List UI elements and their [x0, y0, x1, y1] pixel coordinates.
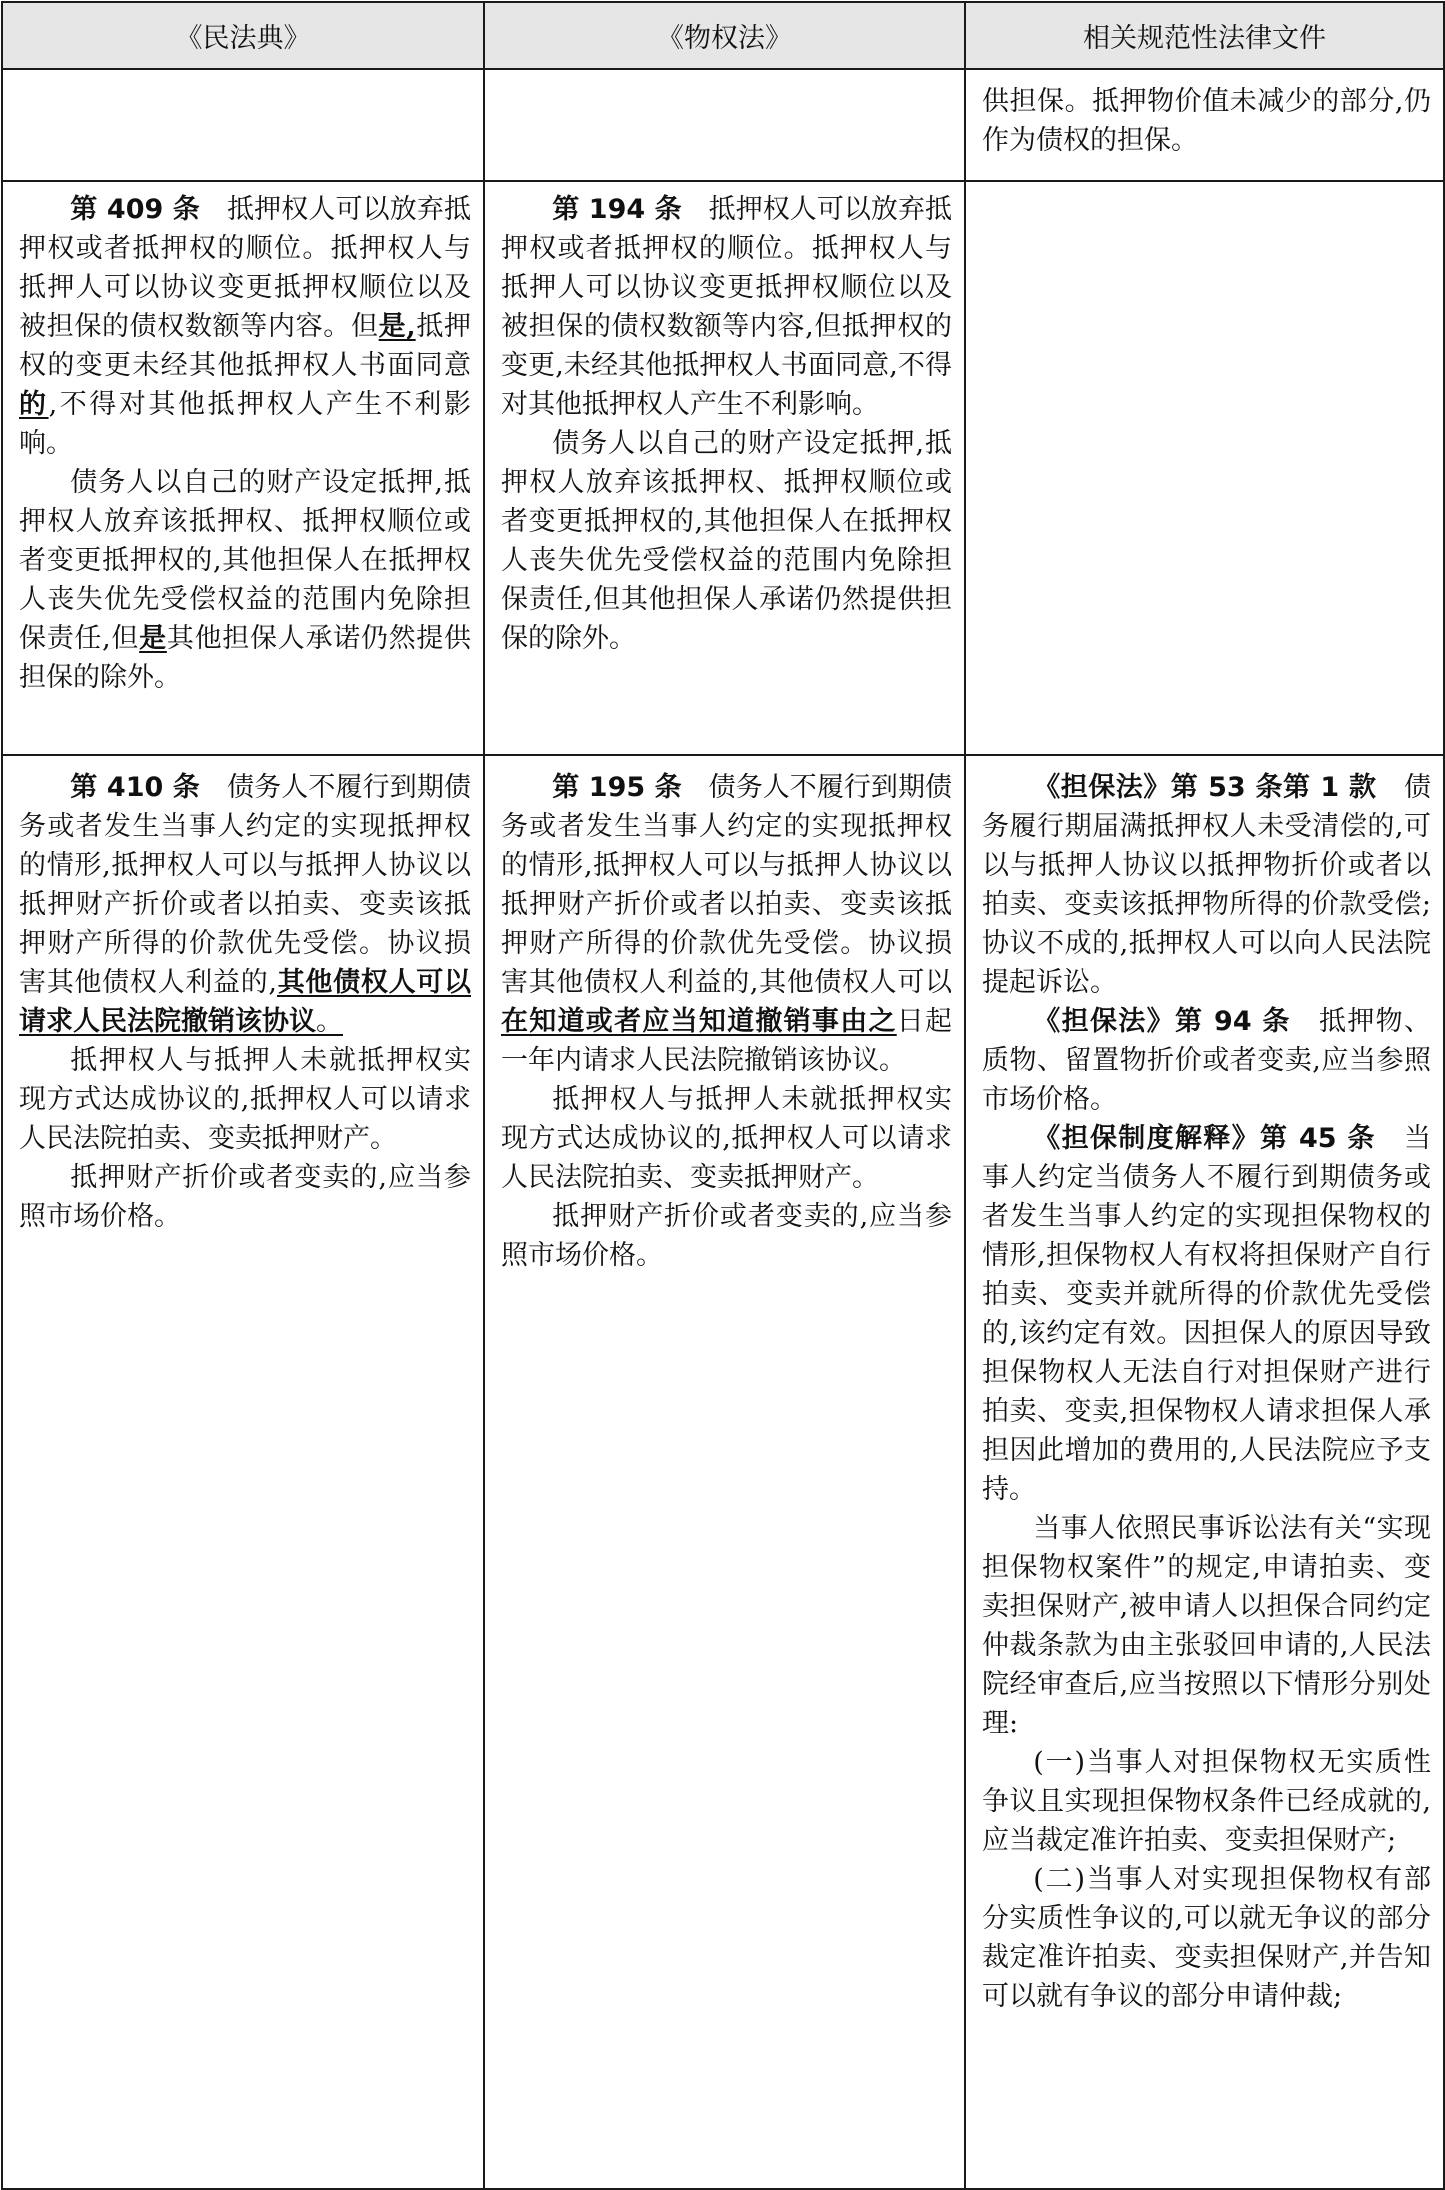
amended-text: 是, [378, 311, 416, 342]
header-related-documents: 相关规范性法律文件 [965, 2, 1444, 69]
amended-text: 是 [139, 623, 167, 654]
amended-text: 其他债权人可以请求人民法院撤销该协议 [19, 967, 471, 1037]
interpretation-45-para-2: 当事人依照民事诉讼法有关“实现担保物权案件”的规定,申请拍卖、变卖担保财产,被申请人以担保合同约定仲裁条款为由主张驳回申请的,人民法院经审查后,应当按照以下情形分别处理: [982, 1513, 1431, 1739]
text-run: ,不得对其他抵押权人产生不利影响。 [19, 389, 471, 459]
row1-related-cell [965, 69, 1444, 181]
interpretation-45-para-1 [982, 1119, 1431, 1509]
text-run: 抵押权的变更未经其他抵押权人书面同意 [19, 311, 471, 381]
interpretation-45-ref: 《担保制度解释》第 45 条 [1033, 1123, 1376, 1154]
text-run: 抵押物、质物、留置物折价或者变卖,应当参照市场价格。 [982, 1006, 1432, 1115]
header-row [2, 2, 1444, 69]
article-195-para-2: 抵押权人与抵押人未就抵押权实现方式达成协议的,抵押权人可以请求人民法院拍卖、变卖抵押财产。 [501, 1084, 952, 1193]
article-409-para-1 [19, 190, 471, 463]
article-409-label: 第 409 条 [70, 194, 200, 225]
article-195-para-1 [501, 768, 952, 1080]
article-195-para-3: 抵押财产折价或者变卖的,应当参照市场价格。 [501, 1201, 952, 1271]
text-run: 债务人不履行到期债务或者发生当事人约定的实现抵押权的情形,抵押权人可以与抵押人协议以抵押财产折价或者以拍卖、变卖该抵押财产所得的价款优先受偿。协议损害其他债权人利益的, [19, 772, 472, 998]
comparison-table [1, 1, 1445, 2190]
guarantee-law-94-para [982, 1002, 1431, 1119]
guarantee-law-53-para [982, 768, 1431, 1002]
header-civil-code: 《民法典》 [2, 2, 484, 69]
text-run: 抵押权人可以放弃抵押权或者抵押权的顺位。抵押权人与抵押人可以协议变更抵押权顺位以及被担保的债权数额等内容,但抵押权的变更,未经其他抵押权人书面同意,不得对其他抵押权人产生不利影响。 [501, 194, 952, 420]
row3-civil-code-cell [2, 755, 484, 2189]
text-run: 债务履行期届满抵押权人未受清偿的,可以与抵押人协议以抵押物折价或者以拍卖、变卖该抵押物所得的价款受偿;协议不成的,抵押权人可以向人民法院提起诉讼。 [982, 772, 1431, 998]
header-property-law: 《物权法》 [484, 2, 965, 69]
row1-property-law-cell [484, 69, 965, 181]
row2-civil-code-cell [2, 181, 484, 755]
article-195-label: 第 195 条 [552, 772, 682, 803]
table-row [2, 181, 1444, 755]
article-410-para-2: 抵押权人与抵押人未就抵押权实现方式达成协议的,抵押权人可以请求人民法院拍卖、变卖抵押财产。 [19, 1045, 471, 1154]
text-run: 日起一年内请求人民法院撤销该协议。 [501, 1006, 953, 1076]
article-194-label: 第 194 条 [552, 194, 682, 225]
row3-property-law-cell [484, 755, 965, 2189]
interpretation-45-item-2: (二)当事人对实现担保物权有部分实质性争议的,可以就无争议的部分裁定准许拍卖、变卖担保财产,并告知可以就有争议的部分申请仲裁; [982, 1864, 1431, 2012]
guarantee-continuation: 供担保。抵押物价值未减少的部分,仍作为债权的担保。 [982, 86, 1431, 156]
text-run: 其他担保人承诺仍然提供担保的除外。 [19, 623, 472, 693]
guarantee-law-53-ref: 《担保法》第 53 条第 1 款 [1033, 772, 1377, 803]
guarantee-law-94-ref: 《担保法》第 94 条 [1033, 1006, 1291, 1037]
article-410-para-1 [19, 768, 471, 1041]
article-410-label: 第 410 条 [70, 772, 200, 803]
article-194-para-2: 债务人以自己的财产设定抵押,抵押权人放弃该抵押权、抵押权顺位或者变更抵押权的,其他担保人在抵押权人丧失优先受偿权益的范围内免除担保责任,但其他担保人承诺仍然提供担保的除外。 [501, 428, 952, 654]
row2-related-cell [965, 181, 1444, 755]
row3-related-cell [965, 755, 1444, 2189]
amended-text: 的 [19, 389, 49, 420]
text-run: 债务人以自己的财产设定抵押,抵押权人放弃该抵押权、抵押权顺位或者变更抵押权的,其他担保人在抵押权人丧失优先受偿权益的范围内免除担保责任,但 [19, 467, 471, 654]
row1-civil-code-cell [2, 69, 484, 181]
table-row [2, 69, 1444, 181]
row2-property-law-cell [484, 181, 965, 755]
article-410-para-3: 抵押财产折价或者变卖的,应当参照市场价格。 [19, 1162, 471, 1232]
article-409-para-2 [19, 463, 471, 697]
interpretation-45-item-1: (一)当事人对担保物权无实质性争议且实现担保物权条件已经成就的,应当裁定准许拍卖、变卖担保财产; [982, 1747, 1431, 1856]
article-194-para-1 [501, 190, 952, 424]
text-run: 债务人不履行到期债务或者发生当事人约定的实现抵押权的情形,抵押权人可以与抵押人协议以抵押财产折价或者以拍卖、变卖该抵押财产所得的价款优先受偿。协议损害其他债权人利益的,其他债权人可以 [501, 772, 952, 998]
text-run: 当事人约定当债务人不履行到期债务或者发生当事人约定的实现担保物权的情形,担保物权人有权将担保财产自行拍卖、变卖并就所得的价款优先受偿的,该约定有效。因担保人的原因导致担保物权人无法自行对担保财产进行拍卖、变卖,担保物权人请求担保人承担因此增加的费用的,人民法院应予支持。 [982, 1123, 1432, 1505]
table-row [2, 755, 1444, 2189]
text-run: 。 [316, 1006, 343, 1037]
amended-text: 在知道或者应当知道撤销事由之 [501, 1006, 897, 1037]
text-run: 抵押权人可以放弃抵押权或者抵押权的顺位。抵押权人与抵押人可以协议变更抵押权顺位以及被担保的债权数额等内容。但 [19, 194, 472, 342]
